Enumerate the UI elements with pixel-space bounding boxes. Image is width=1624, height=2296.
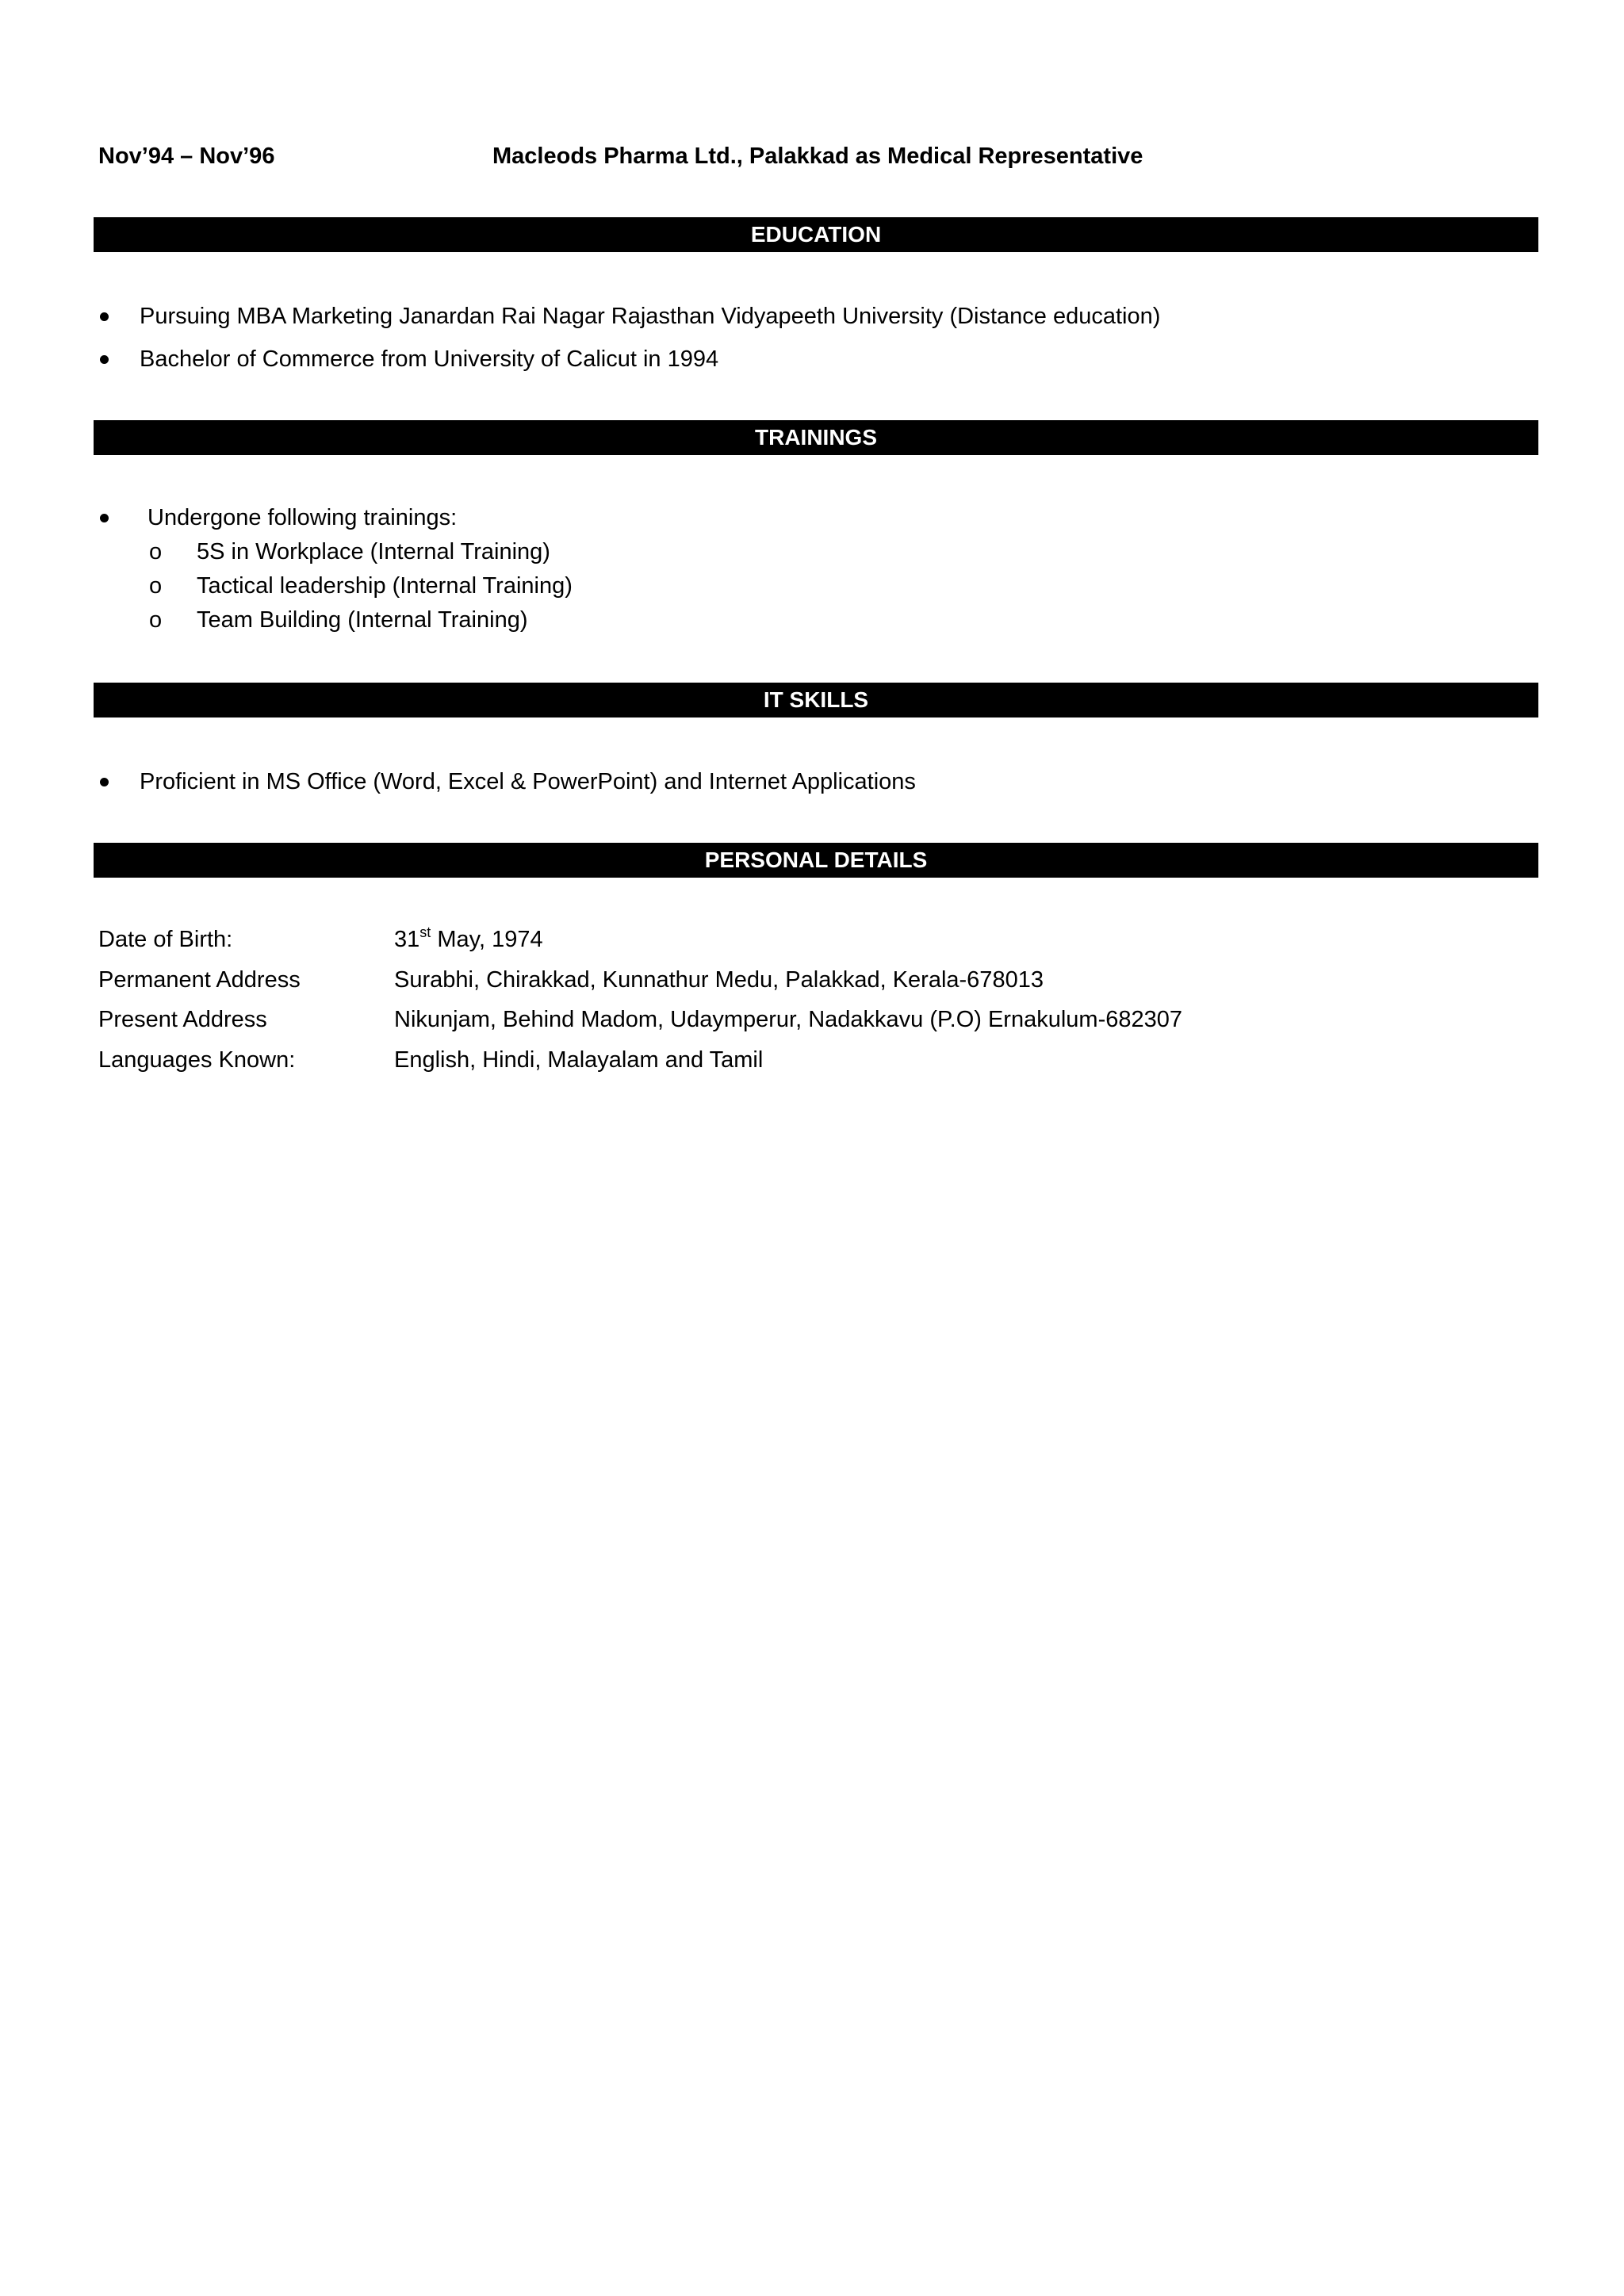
hollow-bullet-icon: o <box>149 573 163 599</box>
experience-role: Macleods Pharma Ltd., Palakkad as Medical Representative <box>492 144 1143 169</box>
bullet-icon <box>100 778 109 786</box>
permanent-address-value: Surabhi, Chirakkad, Kunnathur Medu, Palakkad, Kerala-678013 <box>394 967 1044 993</box>
dob-value <box>394 925 543 954</box>
permanent-address-label: Permanent Address <box>98 967 301 993</box>
training-subitem-text: Tactical leadership (Internal Training) <box>197 573 573 599</box>
education-header: EDUCATION <box>94 217 1538 252</box>
training-subitem-text: 5S in Workplace (Internal Training) <box>197 539 550 564</box>
bullet-icon <box>100 514 109 522</box>
dob-label: Date of Birth: <box>98 927 233 952</box>
it-skills-header: IT SKILLS <box>94 683 1538 718</box>
hollow-bullet-icon: o <box>149 607 163 633</box>
hollow-bullet-icon: o <box>149 539 163 564</box>
experience-dates: Nov’94 – Nov’96 <box>98 144 275 169</box>
present-address-label: Present Address <box>98 1007 267 1032</box>
education-item-text: Pursuing MBA Marketing Janardan Rai Nagar Rajasthan Vidyapeeth University (Distance education) <box>140 304 1161 329</box>
dob-day: 31 <box>394 927 420 952</box>
languages-value: English, Hindi, Malayalam and Tamil <box>394 1047 764 1073</box>
trainings-header: TRAININGS <box>94 420 1538 455</box>
bullet-icon <box>100 355 109 364</box>
permanent-address-row <box>98 966 1526 997</box>
it-skills-item-text: Proficient in MS Office (Word, Excel & PowerPoint) and Internet Applications <box>140 769 916 794</box>
languages-label: Languages Known: <box>98 1047 296 1073</box>
training-subitem-text: Team Building (Internal Training) <box>197 607 528 633</box>
education-item-text: Bachelor of Commerce from University of Calicut in 1994 <box>140 346 719 372</box>
dob-rest: May, 1974 <box>431 927 543 952</box>
personal-details-header: PERSONAL DETAILS <box>94 843 1538 878</box>
present-address-value: Nikunjam, Behind Madom, Udaymperur, Nadakkavu (P.O) Ernakulum-682307 <box>394 1007 1183 1032</box>
trainings-intro: Undergone following trainings: <box>147 505 458 530</box>
languages-row <box>98 1046 1526 1077</box>
present-address-row <box>98 1005 1526 1037</box>
bullet-icon <box>100 312 109 321</box>
dob-suffix: st <box>419 924 431 940</box>
dob-row <box>98 925 1526 957</box>
